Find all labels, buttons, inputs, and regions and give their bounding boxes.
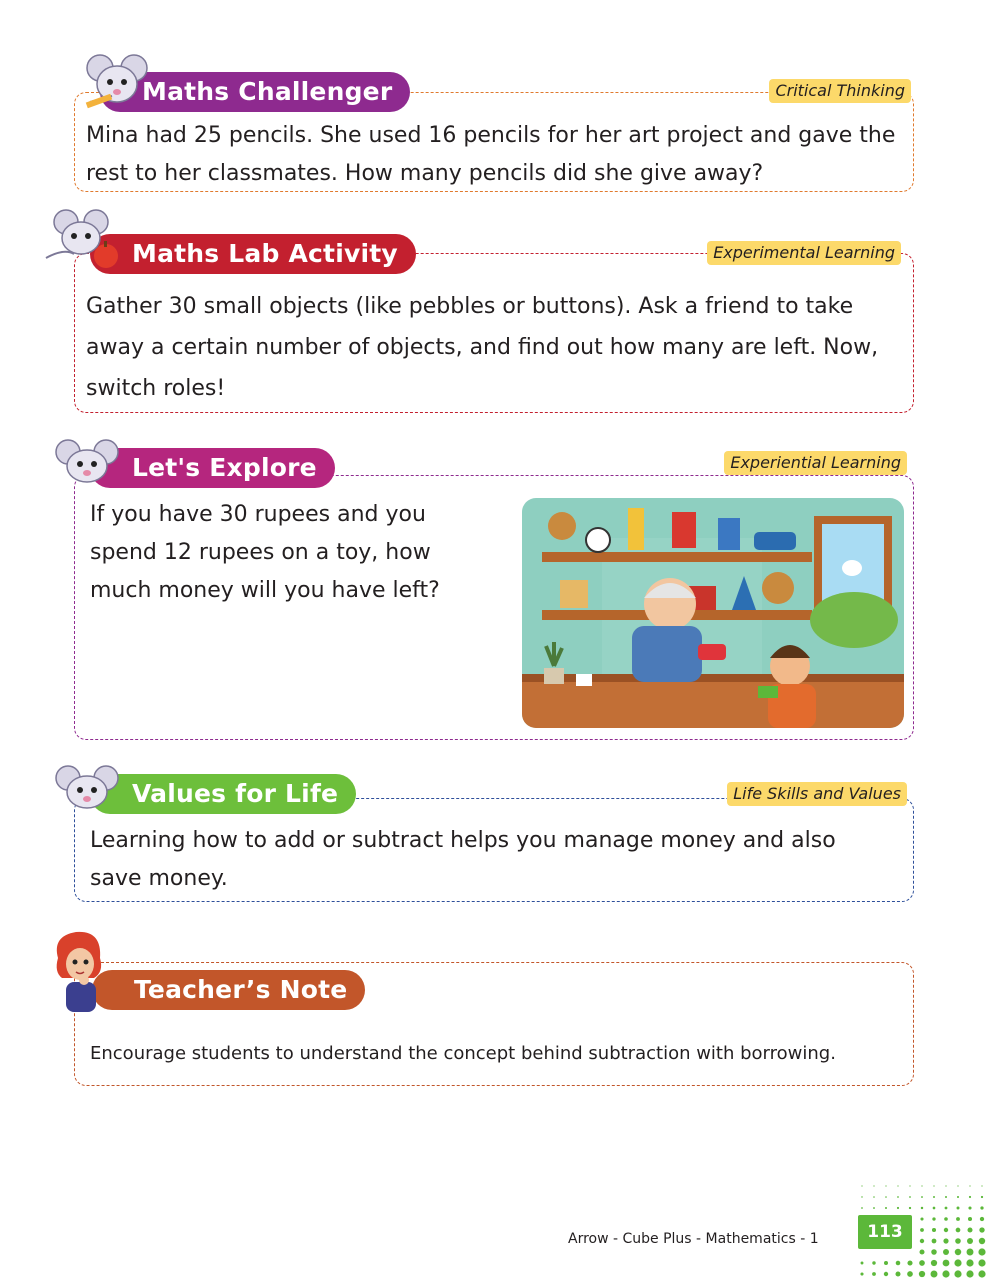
values-title: Values for Life — [90, 774, 356, 814]
lab-tag: Experimental Learning — [707, 241, 901, 265]
footer-book-title: Arrow - Cube Plus - Mathematics - 1 — [568, 1231, 819, 1247]
explore-tag: Experiential Learning — [724, 451, 907, 475]
page-number: 113 — [858, 1215, 912, 1249]
teacher-title: Teacher’s Note — [92, 970, 365, 1010]
challenger-title: Maths Challenger — [100, 72, 410, 112]
mouse-mascot-icon — [44, 208, 124, 270]
decorative-dot-pattern — [856, 1180, 986, 1280]
challenger-text: Mina had 25 pencils. She used 16 pencils for her art project and gave the rest to her classmates. How many pencils did she give away? — [86, 123, 896, 186]
challenger-tag: Critical Thinking — [769, 79, 911, 103]
explore-title: Let's Explore — [90, 448, 335, 488]
values-text: Learning how to add or subtract helps you manage money and also save money. — [90, 828, 836, 891]
explore-text: If you have 30 rupees and you spend 12 rupees on a toy, how much money will you have left? — [90, 502, 440, 603]
teacher-text: Encourage students to understand the concept behind subtraction with borrowing. — [90, 1043, 836, 1064]
teacher-girl-icon — [48, 928, 110, 1012]
mouse-mascot-icon — [82, 52, 152, 112]
lab-title: Maths Lab Activity — [90, 234, 416, 274]
values-tag: Life Skills and Values — [727, 782, 907, 806]
mouse-mascot-icon — [52, 764, 122, 820]
lab-text: Gather 30 small objects (like pebbles or buttons). Ask a friend to take away a certain number of objects, and find out how many are left. Now, switch roles! — [86, 294, 879, 401]
toy-shop-illustration — [522, 498, 904, 728]
mouse-mascot-icon — [52, 438, 122, 494]
